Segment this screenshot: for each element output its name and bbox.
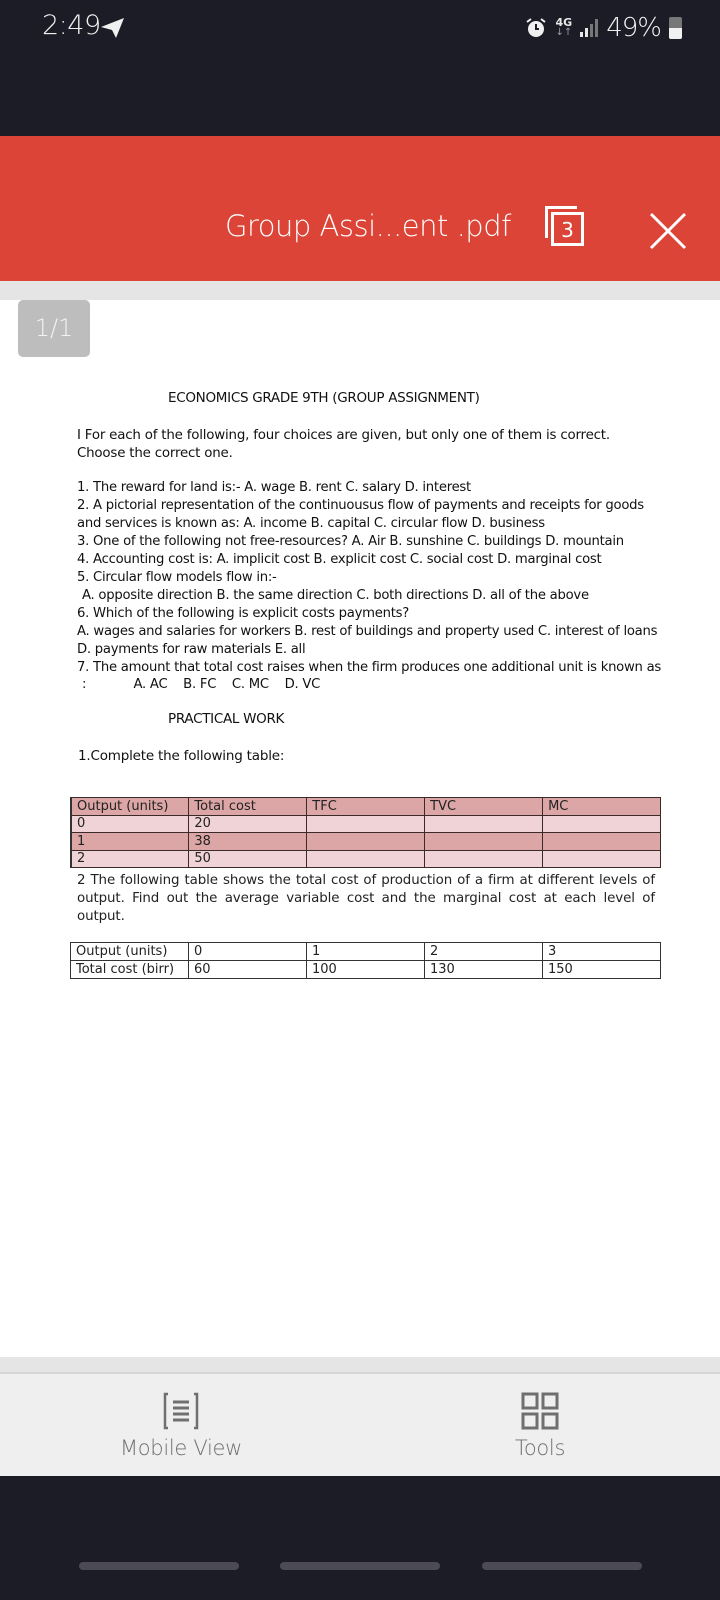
question-line: and services is known as: A. income B. capital C. circular flow D. business: [77, 516, 545, 531]
table-row: [71, 943, 661, 961]
question-line: 4. Accounting cost is: A. implicit cost B. explicit cost C. social cost D. marginal cost: [77, 552, 602, 567]
table-cell: 60: [189, 961, 307, 979]
table-cell: [425, 815, 543, 833]
mobile-view-button[interactable]: [81, 1374, 281, 1476]
toolbar-divider: [0, 281, 720, 300]
status-bar: [0, 0, 720, 136]
battery-icon: [669, 17, 682, 39]
table-header: TVC: [425, 798, 543, 816]
table-cell: 3: [543, 943, 661, 961]
system-nav-bar: [0, 1476, 720, 1600]
table-cell: [543, 833, 661, 851]
table-cell: 1: [71, 833, 189, 851]
question-line: A. opposite direction B. the same direction C. both directions D. all of the above: [82, 588, 589, 603]
question-line: A. wages and salaries for workers B. rest of buildings and property used C. interest of loans: [77, 624, 658, 639]
table-cell: 100: [307, 961, 425, 979]
nav-recents-button[interactable]: [79, 1562, 239, 1570]
question-line: D. payments for raw materials E. all: [77, 642, 306, 657]
status-time: 2:49: [42, 10, 101, 41]
question-line: 7. The amount that total cost raises when the firm produces one additional unit is known as: [77, 660, 662, 675]
cost-table-1: [70, 797, 661, 868]
nav-home-button[interactable]: [280, 1562, 440, 1570]
question-line: 1. The reward for land is:- A. wage B. rent C. salary D. interest: [77, 480, 471, 495]
table-cell: 130: [425, 961, 543, 979]
cost-table-2: [70, 942, 661, 979]
page-indicator: 1/1: [18, 300, 90, 357]
practical-heading: PRACTICAL WORK: [168, 711, 285, 727]
table-cell: [307, 815, 425, 833]
tabs-button[interactable]: [545, 206, 589, 248]
table-row: [71, 961, 661, 979]
mobile-view-icon: [162, 1392, 200, 1430]
mobile-view-label: Mobile View: [119, 1436, 243, 1460]
table-header: Total cost: [189, 798, 307, 816]
question-line: : A. AC B. FC C. MC D. VC: [82, 677, 321, 692]
table-cell: [307, 833, 425, 851]
tools-button[interactable]: [440, 1374, 640, 1476]
nav-back-button[interactable]: [482, 1562, 642, 1570]
bottom-divider: [0, 1357, 720, 1374]
battery-percent: 49%: [606, 13, 661, 43]
table-cell: 1: [307, 943, 425, 961]
practical-question-2: 2 The following table shows the total cost of production of a firm at different levels of output. Find out the average variable cost and the marginal cost at each level of output.: [77, 873, 655, 924]
close-icon[interactable]: [648, 211, 688, 251]
question-line: 3. One of the following not free-resources? A. Air B. sunshine C. buildings D. mountain: [77, 534, 624, 549]
tab-count: 3: [551, 212, 584, 246]
pdf-viewer[interactable]: [0, 300, 720, 1357]
status-icons: [525, 10, 682, 46]
table-cell: [543, 815, 661, 833]
tools-grid-icon: [521, 1392, 559, 1430]
table-cell: [307, 850, 425, 868]
table-header: MC: [543, 798, 661, 816]
doc-instructions: I For each of the following, four choices are given, but only one of them is correct. Choose the correct one.: [77, 428, 610, 461]
question-line: 6. Which of the following is explicit costs payments?: [77, 606, 410, 621]
question-line: 5. Circular flow models flow in:-: [77, 570, 277, 585]
table-cell: 2: [71, 850, 189, 868]
table-cell: 150: [543, 961, 661, 979]
app-bar: [0, 136, 720, 281]
table-cell: 0: [71, 815, 189, 833]
alarm-icon: [525, 17, 547, 39]
table-cell: 0: [189, 943, 307, 961]
table-cell: 50: [189, 850, 307, 868]
table-header: Output (units): [71, 798, 189, 816]
doc-heading: ECONOMICS GRADE 9TH (GROUP ASSIGNMENT): [168, 390, 480, 406]
telegram-send-icon: [100, 16, 126, 40]
table-cell: Output (units): [71, 943, 189, 961]
table-cell: [543, 850, 661, 868]
table-row: [71, 833, 661, 851]
table-cell: 20: [189, 815, 307, 833]
table-header-row: [71, 798, 661, 816]
signal-icon: [580, 19, 598, 37]
practical-question-1: 1.Complete the following table:: [78, 748, 285, 764]
table-cell: 38: [189, 833, 307, 851]
table-row: [71, 815, 661, 833]
table-cell: [425, 850, 543, 868]
table-cell: 2: [425, 943, 543, 961]
table-cell: [425, 833, 543, 851]
question-line: 2. A pictorial representation of the continuousus flow of payments and receipts for goods: [77, 498, 644, 513]
table-row: [71, 850, 661, 868]
table-cell: Total cost (birr): [71, 961, 189, 979]
tools-label: Tools: [514, 1436, 566, 1460]
bottom-toolbar: [0, 1374, 720, 1476]
document-title: Group Assi...ent .pdf: [225, 209, 511, 243]
4g-data-icon: 4G ↓↑: [555, 16, 573, 38]
table-header: TFC: [307, 798, 425, 816]
